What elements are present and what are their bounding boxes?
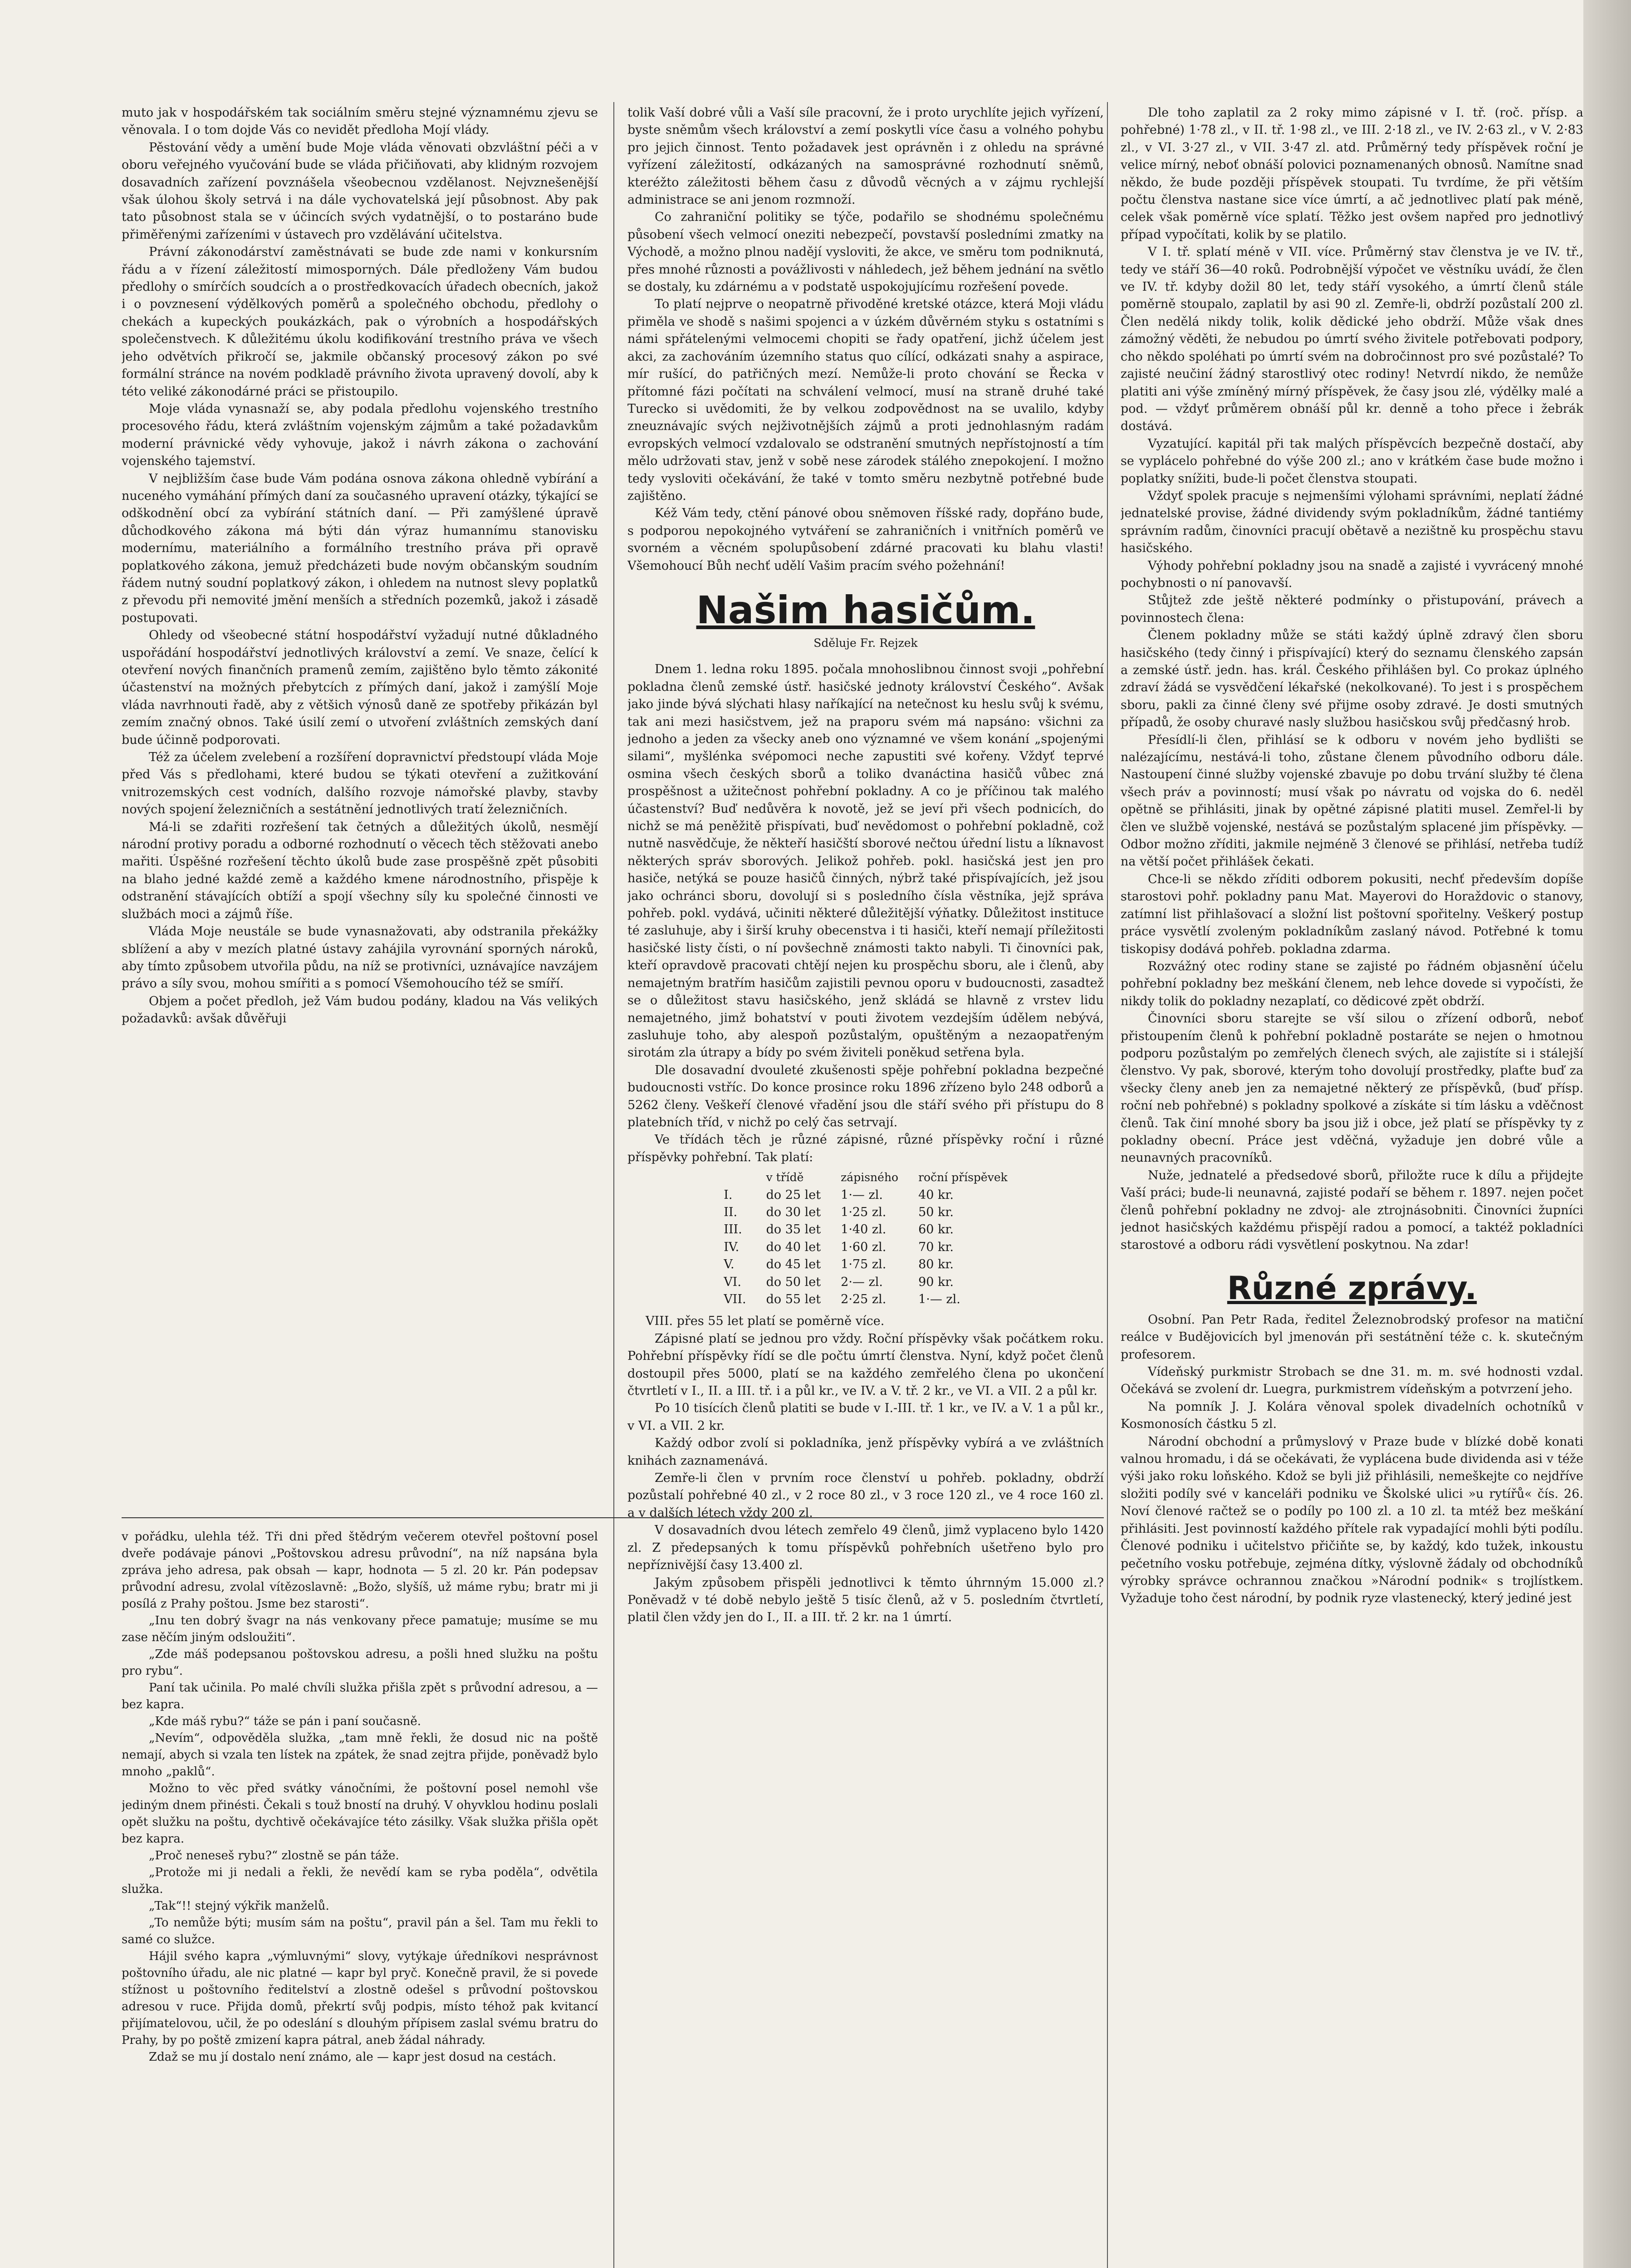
table-cell: III. — [724, 1222, 742, 1237]
paragraph: Osobní. Pan Petr Rada, ředitel Železnobrodský profesor na matiční reálce v Budějovicích byl jmenován při sestátnění téže c. k. skutečným profesorem. — [1121, 1312, 1583, 1362]
table-cell: IV. — [724, 1240, 740, 1254]
table-cell: VII. — [724, 1292, 746, 1306]
paragraph: Moje vláda vynasnaží se, aby podala předlohu vojenského trestního procesového řádu, která zvláštním vojenským zájmům a také požadavkům moderní právnické vědy vyhovuje, jakož i návrh zákona o zachování vojenského tajemství. — [122, 401, 598, 469]
paragraph: Co zahraniční politiky se týče, podařilo se shodnému společnému působení všech velmocí oneziti nebezpečí, povstavší posledními zmatky na Východě, a možno plnou nadějí vysloviti, že akce, ve směru tom podniknutá, přes mnohé různosti a povážlivosti v náhledech, jež během jednání na světlo se dostaly, ku zdárnému a v podstatě uspokojujícímu rozřešení povede. — [627, 210, 1104, 294]
table-cell: 90 kr. — [918, 1275, 954, 1289]
table-cell: 1·75 zl. — [841, 1257, 887, 1272]
paragraph: Chce-li se někdo zříditi odborem pokusiti, nechť především dopíše starostovi pohř. pokladny panu Mat. Mayerovi do Horaždovic o stanovy, zatímní list přihlašovací a složní list poštovní spořitelny. Veškerý postup práce vysvětlí zvoleným pokladníkům zaslaný návod. Potřebné k tomu tiskopisy dodává pohřeb. pokladna zdarma. — [1121, 872, 1583, 956]
table-header: v třídě — [766, 1171, 804, 1184]
paragraph: Stůjtež zde ještě některé podmínky o přistupování, právech a povinnostech člena: — [1121, 593, 1583, 625]
column-divider — [1107, 102, 1108, 2268]
table-header — [714, 1169, 756, 1186]
table-note: VIII. přes 55 let platí se poměrně více. — [646, 1314, 885, 1329]
paragraph: Jakým způsobem přispěli jednotlivci k těmto úhrnným 15.000 zl.? Poněvadž v té době nebylo ještě 5 tisíc členů, až v 5. posledním čtvrtletí, platil člen vždy jen do I., II. a III. tř. 2 kr. na 1 úmrtí. — [627, 1575, 1104, 1625]
table-cell: VI. — [724, 1275, 741, 1289]
paragraph: Objem a počet předloh, jež Vám budou podány, kladou na Vás velikých požadavků: avšak důvěřuji — [122, 994, 598, 1026]
paragraph: V nejbližším čase bude Vám podána osnova zákona ohledně vybírání a nuceného vymáhání přímých daní za současného upravení otázky, týkající se odškodnění obcí za vybírání státních daní. — Při zamýšlené úpravě důchodkového zákona má býti dán výraz humannímu stanovisku modernímu, materiálního a formálního trestního práva při opravě poplatkového zákona, jemuž předcházeti bude novým občanským soudním řádem nutný soudní poplatkový zákon, i ohledem na nutnost slevy poplatků z převodu při nemovité jmění menších a středních pozemků, jakož i zásadě postupovati. — [122, 471, 598, 625]
page-edge-shadow — [1583, 0, 1631, 2268]
table-cell: do 35 let — [766, 1222, 821, 1237]
paragraph: Vyzatující. kapitál při tak malých příspěvcích bezpečně dostačí, aby se vyplácelo pohřebné do výše 200 zl.; ano v krátkém čase bude možno i poplatky snížiti, bude-li počet členstva stoupati. — [1121, 436, 1583, 486]
paragraph: V I. tř. splatí méně v VII. více. Průměrný stav členstva je ve IV. tř., tedy ve stáří 36—40 roků. Podrobnější výpočet ve věstníku uvádí, že člen ve IV. tř. kdyby dožil 80 let, tedy stáří vysokého, a úmrtí členů stále poměrně stoupalo, zaplatil by asi 90 zl. Zemře-li, obdrží pozůstalí 200 zl. Člen nedělá nikdy tolik, kolik dědické jeho obdrží. Může však dnes zámožný věděti, že nebudou po úmrtí svého živitele potřebovati podpory, cho někdo spoléhati po úmrtí svém na dobročinnost pro své pozůstalé? To zajisté neučiní žádný starostlivý otec rodiny! Netvrdí nikdo, že nemůže platiti ani výše zmíněný mírný příspěvek, že časy jsou zlé, výdělky malé a pod. — vždyť průměrem obnáší půl kr. denně a toho přece i žebrák dostává. — [1121, 245, 1583, 434]
paragraph: Kéž Vám tedy, ctění pánové obou sněmoven říšské rady, dopřáno bude, s podporou nepokojného vytváření se zahraničních i vnitřních poměrů ve svorném a věcném spolupůsobení zdárné pracovati ku blahu vlasti! Všemohoucí Bůh nechť udělí Vašim pracím svého požehnání! — [627, 506, 1104, 573]
table-cell: 80 kr. — [918, 1257, 954, 1272]
paragraph: Paní tak učinila. Po malé chvíli služka přišla zpět s průvodní adresou, a — bez kapra. — [122, 1681, 598, 1711]
paragraph: Výhody pohřební pokladny jsou na snadě a zajisté i vyvrácený mnohé pochybnosti o ní panovavší. — [1121, 558, 1583, 590]
paragraph: Dnem 1. ledna roku 1895. počala mnohoslibnou činnost svoji „pohřební pokladna členů zemské ústř. hasičské jednoty království Českého“. Avšak jako jinde bývá slýchati hlasy naříkající na netečnost ku heslu svůj k svému, tak ani mezi hasičstvem, jež na praporu svém má napsáno: všichni za jednoho a jeden za všecky aneb ono významné ve všem konání „spojenými silami“, myšlénka svépomoci neche zapustiti své kořeny. Vždyť teprvé osmina všech českých sborů a toliko dvanáctina hasičů vůbec zná prospěšnost a užitečnost pohřební pokladny. A co je příčinou tak malého účastenství? Buď nedůvěra k novotě, jež se jeví při všech podnicích, do nichž se má peněžitě přispívati, buď nevědomost o pohřební pokladně, což nutně nasvědčuje, že někteří hasičští sborové nečtou úřední listu a líknavost některých správ sborových. Jelikož pohřeb. pokl. hasičská jest jen pro hasiče, netýká se pouze hasičů činných, nýbrž také přispívajících, jež jsou jako ochránci sboru, dovolují si s posledního čísla věstníka, jejž správa pohřeb. pokl. vydává, učiniti některé důležitější výňatky. Důležitost instituce té zasluhuje, aby i širší kruhy obecenstva i ti hasiči, kteří nemají příležitosti hasičské listy čísti, o ní povšechně známosti takto nabyli. Ti činovníci pak, kteří opravdově pracovati chtějí nejen ku prospěchu sboru, ale i členů, aby nemajetným bratřím hasičům zajistili pevnou oporu v budoucnosti, zasadtež se o důležitost stavu hasičského, jenž skládá se hlavně z vrstev lidu nemajetného, jimž bohatství v pouti životem vezdejším údělem nebývá, zasluhuje toho, aby alespoň pozůstalým, opuštěným a nezaopatřeným sirotám zla útrapy a bídy po svém živiteli poněkud setřena byla. — [627, 662, 1104, 1060]
article-author: Sdělujе Fr. Rejzek — [813, 636, 918, 650]
paragraph: Pěstování vědy a umění bude Moje vláda věnovati obzvláštní péči a v oboru veřejného vyučování bude se vláda přičiňovati, aby klidným rozvojem dosavadních zařízení povznášela všeobecnou vzdělanost. Nejvznešenější však úlohou školy setrvá i na dále vychovatelská její působnost. Aby pak tato působnost stala se v účincích svých vydatnější, o to postaráno bude přiměřenými zařízeními v ústavech pro vzdělávání učitelstva. — [122, 140, 598, 242]
table-header: zápisného — [841, 1171, 899, 1184]
paragraph: „To nemůže býti; musím sám na poštu“, pravil pán a šel. Tam mu řekli to samé co služce. — [122, 1916, 598, 1946]
article-title: Našim hasičům. — [696, 587, 1035, 632]
column-divider — [613, 102, 614, 2268]
paragraph: Každý odbor zvolí si pokladníka, jenž příspěvky vybírá a ve zvláštních knihách zaznamenává. — [627, 1436, 1104, 1468]
paragraph: Vláda Moje neustále se bude vynasnažovati, aby odstranila překážky sblížení a aby v mezích platné ústavy zahájila vyrovnání sporných nároků, aby tímto způsobem utvořila půdu, na níž se protivníci, uznávajíce navzájem právo a síly svou, mohou smířiti a s pomocí Všemohoucího též se smíří. — [122, 924, 598, 991]
table-cell: do 45 let — [766, 1257, 821, 1272]
table-cell: 1·— zl. — [918, 1292, 960, 1306]
paragraph: Rozvážný otec rodiny stane se zajisté po řádném objasnění účelu pohřební pokladny bez meškání členem, neb lehce dovede si vypočísti, že nikdy tolik do pokladny nezaplatí, co dědicové zpět obdrží. — [1121, 959, 1583, 1008]
middle-column — [627, 104, 1104, 2268]
table-cell: II. — [724, 1205, 738, 1219]
paragraph: „Kde máš rybu?“ táže se pán i paní současně. — [149, 1715, 421, 1728]
table-row — [714, 1221, 1018, 1238]
paragraph: Možno to věc před svátky vánočními, že poštovní posel nemohl vše jediným dnem přinésti. Čekali s touž bností na druhý. V ohyvklou hodinu poslali opět služku na poštu, dychtivě očekávajíce této zásilky. Však služka přišla opět bez kapra. — [122, 1782, 598, 1846]
table-cell: do 50 let — [766, 1275, 821, 1289]
table-cell: do 25 let — [766, 1188, 821, 1202]
paragraph: Nuže, jednatelé a předsedové sborů, přiložte ruce k dílu a přijdejte Vaší práci; bude-li neunavná, zajisté podaří se během r. 1897. nejen počet členů pohřební pokladny ne zdvoj- ale ztrojnásobniti. Činovníci župníci jednot hasičských každému přispějí radou a pomocí, a taktéž pokladníci starostové a odboru rádi vysvětlení poskytnou. Na zdar! — [1121, 1168, 1583, 1252]
table-cell: 2·25 zl. — [841, 1292, 887, 1306]
table-cell: 2·— zl. — [841, 1275, 883, 1289]
paragraph: Přesídlí-li člen, přihlásí se k odboru v novém jeho bydlišti se nalézajícímu, nestává-li toho, zůstane členem původního odboru dále. Nastoupení činné služby vojenské zbavuje po dobu trvání služby té člena všech práv a povinností; musí však po návratu od vojska do 6. neděl opětně se přihlásiti, jinak by opětné zápisné platiti musel. Zemřel-li by člen ve službě vojenské, nestává se pozůstalým splacené jim příspěvky. — Odbor možno zříditi, jakmile nejméně 3 členové se přihlásí, netřeba tudíž na větší počet přihlášek čekati. — [1121, 733, 1583, 869]
fee-table — [714, 1169, 1018, 1308]
paragraph: Na pomník J. J. Kolára věnoval spolek divadelních ochotníků v Kosmonosích částku 5 zl. — [1121, 1399, 1583, 1432]
paragraph: Národní obchodní a průmyslový v Praze bude v blízké době konati valnou hromadu, i dá se očekávati, že vyplácena bude dividenda asi v téže výši jako roku loňského. Kdož se byli již přihlásili, nemeškejte co nejdříve složiti podíly své v kanceláři podniku ve Školské ulici »u rytířů« čís. 26. Noví členové račtež se o podíly po 100 zl. a 10 zl. ta mtéž bez meškání přihlásiti. Jest povinností každého přítele rak vypadající mohli býti podílu. Členové podniku i učitelstvo přičiňte se, by každý, kdo tužek, inkoustu pečetního vosku potřebuje, zejména dítky, výslovně žádaly od obchodníků výrobky správce ochrannou značkou »Národní podnik« s trojlístkem. Vyžaduje toho čest národní, by podnik ryze vlastenecký, který jediné jest — [1121, 1434, 1583, 1606]
paragraph: „Tak“!! stejný výkřik manželů. — [149, 1899, 329, 1913]
table-row — [714, 1239, 1018, 1256]
paragraph: Vždyť spolek pracuje s nejmenšími výlohami správními, neplatí žádné jednatelské provise, žádné dividendy svým pokladníkům, žádné tantiémy správním radům, činovníci pracují obětavě a nezištně ku prospěchu stavu hasičského. — [1121, 489, 1583, 556]
paragraph: Členem pokladny může se státi každý úplně zdravý člen sboru hasičského (tedy činný i přispívající) který do seznamu členského zapsán a zemské ústř. jedn. has. král. Českého přihlášen byl. Co prokaz úplného zdraví žádá se vysvědčení lékařské (nekolkované). To jest i s prospěchem sboru, pakli za činné členy své přijme osoby zdravé. Je dosti smutných případů, že osoby churavé nasly službou hasičskou svůj předčasný hrob. — [1121, 628, 1583, 730]
table-cell: 1·— zl. — [841, 1188, 883, 1202]
paragraph: Právní zákonodárství zaměstnávati se bude zde nami v konkursním řádu a v řízení záležitostí mimosporných. Dále předloženy Vám budou předlohy o smírčích soudcích a o prostředkovacích úřadech obecních, jakož i o povznesení výdělkových poměrů a společného obchodu, předlohy o chekách a kupeckých poukázkách, pak o výrobních a hospodářských společenstvech. K důležitému úkolu kodifikování trestního práva ve všech jeho odvětvích přikročí se, jakmile občanský procesový zákon po své formální stránce na novém podkladě právního života upravený dovolí, aby k této veliké zákonodárné práci se přistoupilo. — [122, 245, 598, 399]
table-cell: 50 kr. — [918, 1205, 954, 1219]
table-cell: 70 kr. — [918, 1240, 954, 1254]
table-row — [714, 1291, 1018, 1308]
table-cell: do 30 let — [766, 1205, 821, 1219]
table-cell: 40 kr. — [918, 1188, 954, 1202]
paragraph: Dle toho zaplatil za 2 roky mimo zápisné v I. tř. (roč. přísp. a pohřebné) 1·78 zl., v II. tř. 1·98 zl., ve III. 2·18 zl., ve IV. 2·63 zl., v V. 2·83 zl., v VI. 3·27 zl., v VII. 3·47 zl. atd. Průměrný tedy příspěvek roční je velice mírný, neboť obnáší polovici poznamenaných obnosů. Namítne snad někdo, že bude později příspěvek stoupati. Tu tvrdíme, že při větším počtu členstva nastane sice více úmrtí, a ač jednotlivec platí pak méně, celek však poměrně více splatí. Těžko jest ovšem napřed pro jednotlivý případ vypočítati, kolik by se platilo. — [1121, 106, 1583, 242]
paragraph: Zemře-li člen v prvním roce členství u pohřeb. pokladny, obdrží pozůstalí pohřebné 40 zl., v 2 roce 80 zl., v 3 roce 120 zl., ve 4 roce 160 zl. a v dalších létech vždy 200 zl. — [627, 1471, 1104, 1520]
paragraph: „Nevím“, odpověděla služka, „tam mně řekli, že dosud nic na poště nemají, abych si vzala ten lístek na zpátek, že snad zejtra přijde, poněvadž bylo mnoho „paklů“. — [122, 1731, 598, 1779]
table-cell: 1·60 zl. — [841, 1240, 887, 1254]
table-cell: 60 kr. — [918, 1222, 954, 1237]
paragraph: Po 10 tisících členů platiti se bude v I.-III. tř. 1 kr., ve IV. a V. 1 a půl kr., v VI. a VII. 2 kr. — [627, 1401, 1104, 1433]
news-section-title: Různé zprávy. — [1227, 1269, 1477, 1307]
table-cell: V. — [724, 1257, 735, 1272]
table-row — [714, 1204, 1018, 1221]
paragraph: „Proč neneseš rybu?“ zlostně se pán táže. — [149, 1849, 399, 1862]
table-cell: I. — [724, 1188, 733, 1202]
paragraph: Hájil svého kapra „výmluvnými“ slovy, vytýkaje úředníkovi nesprávnost poštovního úřadu, ale nic platné — kapr byl pryč. Konečně pravil, že si povede stížnost u poštovního ředitelství a zlostně odešel s průvodní poštovskou adresou v ruce. Přijda domů, překrtí svůj podpis, místo téhož pak kvitancí přijímatelovou, učil, že po odeslání s dlouhým přípisem zaslal svému bratru do Prahy, by po poště zmizení kapra pátral, aneb žádal náhrady. — [122, 1950, 598, 2047]
paragraph: Má-li se zdařiti rozřešení tak četných a důležitých úkolů, nesmějí národní protivy poradu a odborné rozhodnutí o věcech těch stěžovati anebo mařiti. Úspěšné rozřešení těchto úkolů bude zase prospěšně zpět působiti na blaho jedné každé země a každého kmene národnostního, přispěje k odstranění stávajících obtíží a spojí všechny síly ku společné činnosti ve službách moci a zájmů říše. — [122, 820, 598, 921]
feuilleton-column — [122, 1529, 598, 2268]
paragraph: muto jak v hospodářském tak sociálním směru stejné významnému zjevu se věnovala. I o tom dojde Vás co nevidět předloha Mojí vlády. — [122, 106, 598, 137]
table-row — [714, 1274, 1018, 1291]
paragraph: Vídeňský purkmistr Strobach se dne 31. m. m. své hodnosti vzdal. Očekává se zvolení dr. Luegra, purkmistrem vídeňským a potvrzení jeho. — [1121, 1365, 1583, 1397]
table-row — [714, 1187, 1018, 1204]
paragraph: To platí nejprve o neopatrně přivoděné kretské otázce, která Moji vládu přiměla ve shodě s našimi spojenci a v úzkém důvěrném styku s ostatními s námi spřátelenými velmocemi chopiti se řady opatření, jichž účelem jest akci, za zachováním územního status quo cílící, odkázati snahy a aspirace, mír rušící, do patřičných mezí. Nemůže-li proto chování se Řecka v přítomné fázi počítati na schválení velmocí, musí na straně druhé také Turecko si uvědomiti, že by velkou zodpovědnost na se uvalilo, kdyby zneuznávajíc svých nejživotnějších zájmů a proti jednohlasným radám evropských velmocí vzdalovalo se odstranění smutných nepřístojností a tím mělo udržovati stav, jenž v sobě nese zárodek stálého znepokojení. I možno tedy vysloviti očekávání, že také v tomto směru nezbytně potřebné bude zajištěno. — [627, 297, 1104, 503]
paragraph: Dle dosavadní dvouleté zkušenosti spěje pohřební pokladna bezpečné budoucnosti vstříc. Do konce prosince roku 1896 zřízeno bylo 248 odborů a 5262 členy. Veškeří členové vřadění jsou dle stáří svého při přístupu do 8 platebních tříd, v nichž po celý čas setrvají. — [627, 1063, 1104, 1129]
paragraph: Ohledy od všeobecné státní hospodářství vyžadují nutné důkladného uspořádání hospodářství jednotlivých království a zemí. Ve snaze, čelící k otevření nových finančních pramenů zemím, zajištěno bylo těmto zákonité účastenství na možných přebytcích z přímých daní, jakož i zamýšlí Moje vláda navrhnouti řadě, aby z většich výnosů daně ze spotřeby přikázán byl zemím značný obnos. Také úsilí zemí o utvoření zvláštních zemských daní bude účinně podporovati. — [122, 628, 598, 747]
right-column — [1121, 104, 1583, 2268]
paragraph: „Protože mi ji nedali a řekli, že nevědí kam se ryba poděla“, odvětila služka. — [122, 1866, 598, 1896]
table-cell: 1·40 zl. — [841, 1222, 887, 1237]
paragraph: v pořádku, ulehla též. Tři dni před štědrým večerem otevřel poštovní posel dveře podávaje pánovi „Poštovskou adresu průvodní“, na níž napsána byla zpráva jeho adresa, pak obsah — kapr, hodnota — 5 zl. 20 kr. Pán podepsav průvodní adresu, zvolal vítězoslavně: „Božo, slyšíš, už máme rybu; bratr mi ji posílá z Prahy poštou. Jsme bez starosti“. — [122, 1530, 598, 1611]
left-column — [122, 104, 598, 1524]
paragraph: Zdaž se mu jí dostalo není známo, ale — kapr jest dosud na cestách. — [149, 2050, 556, 2064]
paragraph: Zápisné platí se jednou pro vždy. Roční příspěvky však počátkem roku. Pohřební příspěvky řídí se dle počtu úmrtí členstva. Nyní, když počet členů dostoupil přes 5000, platí se na každého zemřelého člena po ukončení čtvrtletí v I., II. a III. tř. i a půl kr., ve IV. a V. tř. 2 kr., ve VI. a VII. 2 a půl kr. — [627, 1331, 1104, 1398]
paragraph: V dosavadních dvou létech zemřelo 49 členů, jimž vyplaceno bylo 1420 zl. Z předepsaných k tomu příspěvků pohřebních ušetřeno bylo pro nepříznivější časy 13.400 zl. — [627, 1523, 1104, 1573]
table-cell: do 55 let — [766, 1292, 821, 1306]
table-header-row — [714, 1169, 1018, 1186]
paragraph: Ve třídách těch je různé zápisné, různé příspěvky roční i různé příspěvky pohřební. Tak platí: — [627, 1133, 1104, 1164]
paragraph: „Inu ten dobrý švagr na nás venkovany přece pamatuje; musíme se mu zase něčím jiným odsloužiti“. — [122, 1614, 598, 1644]
table-cell: do 40 let — [766, 1240, 821, 1254]
paragraph: „Zde máš podepsanou poštovskou adresu, a pošli hned služku na poštu pro rybu“. — [122, 1647, 598, 1678]
table-row — [714, 1256, 1018, 1273]
paragraph: Též za účelem zvelebení a rozšíření dopravnictví předstoupí vláda Moje před Vás s předlohami, které budou se týkati otevření a zužitkování vnitrozemských cest vodních, dalšího rozvoje námořské plavby, stavby nových spojení železničních a sestátnění jednotlivých tratí železničních. — [122, 750, 598, 817]
table-cell: 1·25 zl. — [841, 1205, 887, 1219]
paragraph: Činovníci sboru starejte se vší silou o zřízení odborů, neboť přistoupením členů k pohřební pokladně postaráte se nejen o hmotnou podporu pozůstalým po zemřelých členech svých, ale zajistíte si i stálejší členstvo. Vy pak, sborové, kterým toho dovolují prostředky, plaťte buď za všecky členy aneb jen za nemajetné některý ze příspěvků, (buď přísp. roční neb pohřebné) s pokladny spolkové a získáte si tím lásku a vděčnost členů. Tak činí mnohé sbory ba jsou již i obce, jež platí se příspěvky ty z pokladny obecní. Práce jest vděčná, vyžaduje jen dobré vůle a neunavných pracovníků. — [1121, 1012, 1583, 1165]
table-header: roční příspěvek — [918, 1171, 1008, 1184]
paragraph: tolik Vaší dobré vůli a Vaší síle pracovní, že i proto urychlíte jejich vyřízení, byste sněmům všech království a zemí poskytli více času a volného pohybu pro jejich činnost. Tento požadavek jest oprávněn i z ohledu na správné vyřízení záležitostí, odkázaných na samosprávné rozhodnutí sněmů, kteréžto záležitosti během času z důvodů věcných a v zájmu rychlejší administrace se ani jenom rozmnoží. — [627, 106, 1104, 207]
